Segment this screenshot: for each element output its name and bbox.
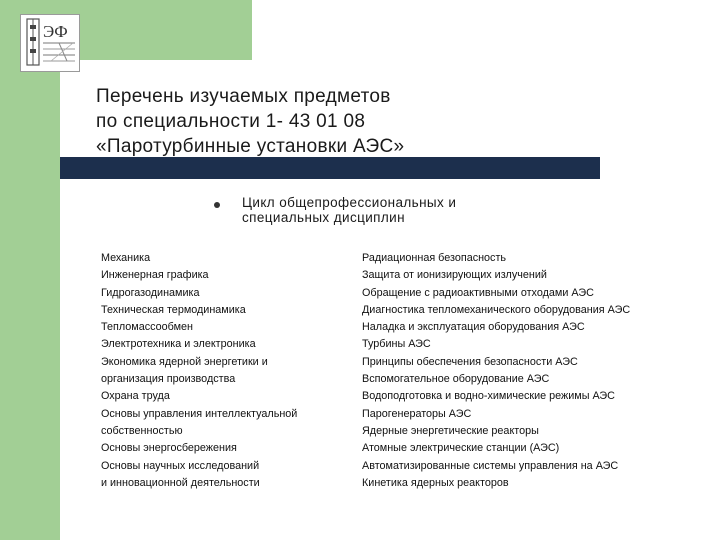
list-item: Электротехника и электроника: [101, 338, 256, 351]
list-item: Ядерные энергетические реакторы: [362, 424, 539, 437]
faculty-logo: [20, 14, 80, 72]
list-item: Охрана труда: [101, 390, 170, 403]
list-item: Водоподготовка и водно-химические режимы АЭС: [362, 390, 615, 403]
bullet-icon: [214, 202, 220, 208]
list-item: Защита от ионизирующих излучений: [362, 269, 547, 282]
list-item: Вспомогательное оборудование АЭС: [362, 373, 550, 386]
list-item: Обращение с радиоактивными отходами АЭС: [362, 286, 594, 299]
special-subjects-list: [362, 250, 630, 492]
list-item: Основы энергосбережения: [101, 442, 237, 455]
list-item: Тепломассообмен: [101, 321, 193, 334]
list-item: Кинетика ядерных реакторов: [362, 476, 509, 489]
list-item: Техническая термодинамика: [101, 303, 246, 316]
list-item: Автоматизированные системы управления на АЭС: [362, 459, 619, 472]
logo-emblem-icon: [21, 15, 79, 71]
logo-text: ЭФ: [43, 22, 68, 41]
list-item: Основы научных исследований: [101, 459, 260, 472]
section-heading: [242, 195, 456, 225]
list-item: Атомные электрические станции (АЭС): [362, 442, 560, 455]
green-side-stripe: [0, 60, 60, 540]
list-item: Радиационная безопасность: [362, 252, 507, 264]
section-heading-line: Цикл общепрофессиональных и: [242, 195, 457, 210]
list-item: Механика: [101, 252, 151, 264]
section-heading-line: специальных дисциплин: [242, 210, 405, 225]
list-item: Диагностика тепломеханического оборудования АЭС: [362, 303, 631, 316]
page-title: [96, 84, 404, 159]
list-item: Основы управления интеллектуальной: [101, 407, 298, 420]
list-item: и инновационной деятельности: [101, 476, 260, 489]
title-line: Перечень изучаемых предметов: [96, 86, 391, 107]
list-item: Гидрогазодинамика: [101, 286, 200, 299]
title-line: «Паротурбинные установки АЭС»: [96, 136, 405, 157]
title-underline-bar: [60, 157, 600, 179]
list-item: Принципы обеспечения безопасности АЭС: [362, 355, 578, 368]
list-item: Турбины АЭС: [362, 338, 431, 351]
list-item: Наладка и эксплуатация оборудования АЭС: [362, 321, 585, 334]
list-item: организация производства: [101, 373, 236, 386]
general-subjects-list: [101, 250, 297, 492]
list-item: Экономика ядерной энергетики и: [101, 355, 268, 368]
title-line: по специальности 1- 43 01 08: [96, 111, 366, 132]
list-item: собственностью: [101, 424, 183, 437]
list-item: Инженерная графика: [101, 269, 209, 282]
list-item: Парогенераторы АЭС: [362, 407, 472, 420]
